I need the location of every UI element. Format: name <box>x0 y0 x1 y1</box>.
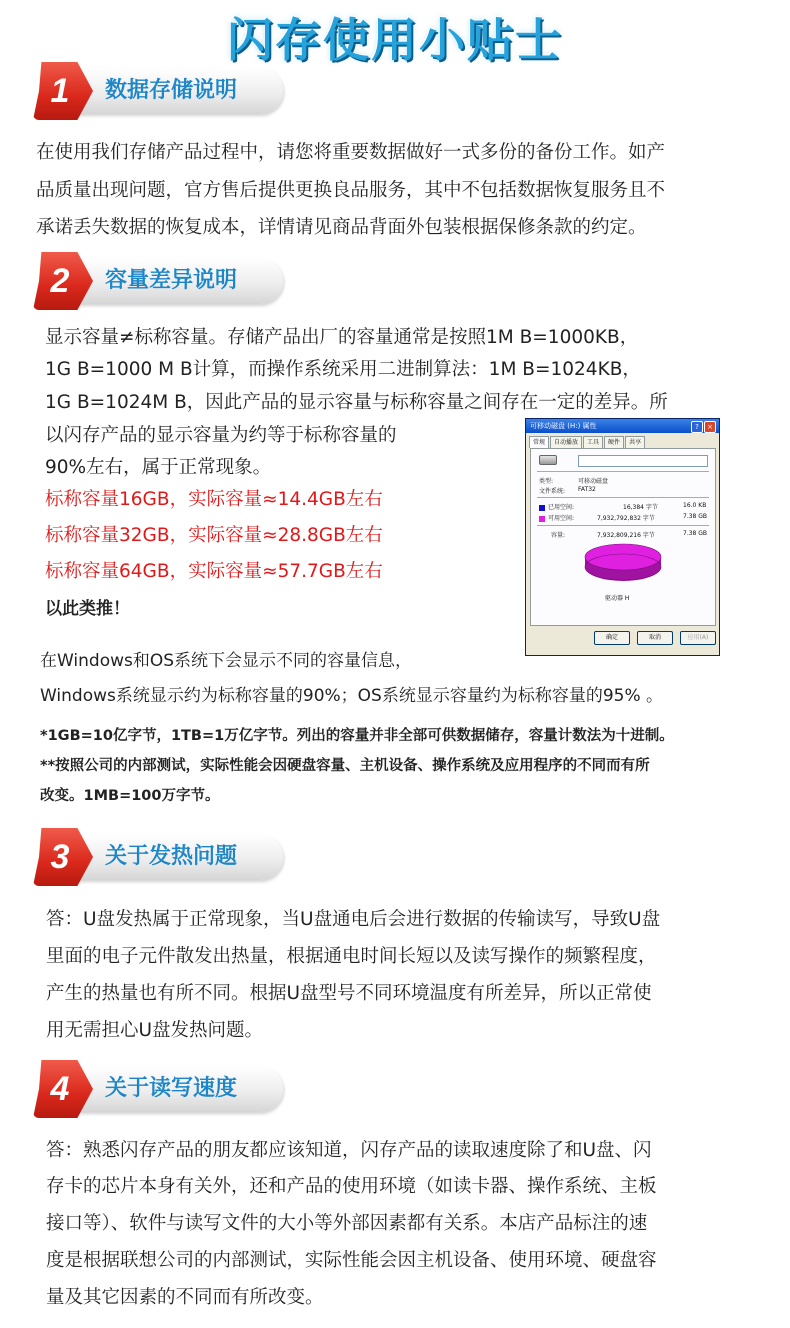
section-number: 3 <box>50 838 70 876</box>
paragraph-line: 里面的电子元件散发出热量，根据通电时间长短以及读写操作的频繁程度， <box>46 946 657 967</box>
tab-general[interactable]: 常规 <box>529 436 549 448</box>
paragraph-line: 用无需担心U盘发热问题。 <box>46 1020 264 1041</box>
paragraph-line: 接口等）、软件与读写文件的大小等外部因素都有关系。本店产品标注的速 <box>46 1213 648 1234</box>
used-size: 16.0 KB <box>683 502 707 509</box>
divider <box>537 497 709 498</box>
divider <box>537 525 709 526</box>
paragraph-line: 1G B=1000 M B计算，而操作系统采用二进制算法：1M B=1024KB， <box>45 359 641 380</box>
footnote: **按照公司的内部测试，实际性能会因硬盘容量、主机设备、操作系统及应用程序的不同而有所 <box>40 758 650 774</box>
free-size: 7.38 GB <box>683 513 708 520</box>
dialog-titlebar <box>526 419 719 433</box>
paragraph-line: 1G B=1024M B，因此产品的显示容量与标称容量之间存在一定的差异。所 <box>45 392 668 413</box>
capacity-bytes: 7,932,809,216 字节 <box>597 532 655 539</box>
section-header-4 <box>33 1060 283 1118</box>
tab-tools[interactable]: 工具 <box>583 436 603 448</box>
paragraph-line: 以闪存产品的显示容量为约等于标称容量的 <box>45 425 397 446</box>
type-value: 可移动磁盘 <box>578 478 609 485</box>
footnote: *1GB=10亿字节，1TB=1万亿字节。列出的容量并非全部可供数据储存，容量计数法为十进制。 <box>40 728 674 744</box>
section-number: 4 <box>50 1070 70 1108</box>
capacity-size: 7.38 GB <box>683 530 708 537</box>
dialog-panel <box>530 448 716 626</box>
section-header-3 <box>33 828 283 886</box>
drive-icon <box>539 455 557 465</box>
page-title: 闪存使用小贴士 <box>227 13 563 67</box>
drive-label: 驱动器 H <box>605 595 630 602</box>
paragraph-line: 显示容量≠标称容量。存储产品出厂的容量通常是按照1M B=1000KB， <box>45 327 639 348</box>
ok-button[interactable]: 确定 <box>594 631 630 645</box>
capacity-example: 标称容量16GB，实际容量≈14.4GB左右 <box>45 489 383 510</box>
os-line: 在Windows和OS系统下会显示不同的容量信息， <box>40 651 413 671</box>
free-swatch <box>539 516 545 522</box>
paragraph-line: 度是根据联想公司的内部测试，实际性能会因主机设备、使用环境、硬盘容 <box>46 1250 657 1271</box>
help-icon[interactable]: ? <box>691 421 703 433</box>
section-title: 关于读写速度 <box>105 1076 238 1101</box>
used-bytes: 16,384 字节 <box>623 504 658 511</box>
section-header-1 <box>33 62 283 120</box>
capacity-example: 标称容量32GB，实际容量≈28.8GB左右 <box>45 525 383 546</box>
section-number: 2 <box>50 262 70 300</box>
section-title: 关于发热问题 <box>105 844 238 869</box>
dialog-title: 可移动磁盘 (H:) 属性 <box>530 422 597 430</box>
usage-pie-chart <box>583 543 663 587</box>
close-icon[interactable]: × <box>704 421 716 433</box>
paragraph-line: 答：U盘发热属于正常现象，当U盘通电后会进行数据的传输读写，导致U盘 <box>46 909 661 930</box>
apply-button[interactable]: 应用(A) <box>680 631 716 645</box>
paragraph-line: 答：熟悉闪存产品的朋友都应该知道，闪存产品的读取速度除了和U盘、闪 <box>46 1140 652 1161</box>
section-title: 容量差异说明 <box>105 268 238 293</box>
used-space-label: 已用空间: <box>539 502 574 511</box>
tab-autoplay[interactable]: 自动播放 <box>550 436 582 448</box>
free-bytes: 7,932,792,832 字节 <box>597 515 655 522</box>
paragraph-line: 承诺丢失数据的恢复成本，详情请见商品背面外包装根据保修条款的约定。 <box>36 217 647 238</box>
section-number: 1 <box>50 72 70 110</box>
paragraph-line: 量及其它因素的不同而有所改变。 <box>46 1287 324 1308</box>
volume-label-input[interactable] <box>578 455 708 467</box>
paragraph-line: 在使用我们存储产品过程中，请您将重要数据做好一式多份的备份工作。如产 <box>36 142 666 163</box>
disk-properties-dialog <box>525 418 720 656</box>
fs-value: FAT32 <box>578 486 596 493</box>
divider <box>537 471 709 472</box>
used-swatch <box>539 505 545 511</box>
paragraph-line: 90%左右，属于正常现象。 <box>45 457 272 478</box>
os-line: Windows系统显示约为标称容量的90%；OS系统显示容量约为标称容量的95% 。 <box>40 686 664 706</box>
type-label: 类型: <box>539 478 554 485</box>
so-on-text: 以此类推！ <box>45 599 130 619</box>
capacity-label: 容量: <box>551 532 566 539</box>
free-space-label: 可用空间: <box>539 513 574 522</box>
section-header-2 <box>33 252 283 310</box>
capacity-example: 标称容量64GB，实际容量≈57.7GB左右 <box>45 561 383 582</box>
fs-label: 文件系统: <box>539 488 566 495</box>
paragraph-line: 产生的热量也有所不同。根据U盘型号不同环境温度有所差异，所以正常使 <box>46 983 652 1004</box>
cancel-button[interactable]: 取消 <box>637 631 673 645</box>
footnote: 改变。1MB=100万字节。 <box>40 788 220 804</box>
dialog-tabs <box>529 436 646 448</box>
paragraph-line: 品质量出现问题，官方售后提供更换良品服务，其中不包括数据恢复服务且不 <box>36 180 666 201</box>
paragraph-line: 存卡的芯片本身有关外，还和产品的使用环境（如读卡器、操作系统、主板 <box>46 1176 657 1197</box>
tab-sharing[interactable]: 共享 <box>625 436 645 448</box>
section-title: 数据存储说明 <box>105 78 238 103</box>
tab-hardware[interactable]: 硬件 <box>604 436 624 448</box>
